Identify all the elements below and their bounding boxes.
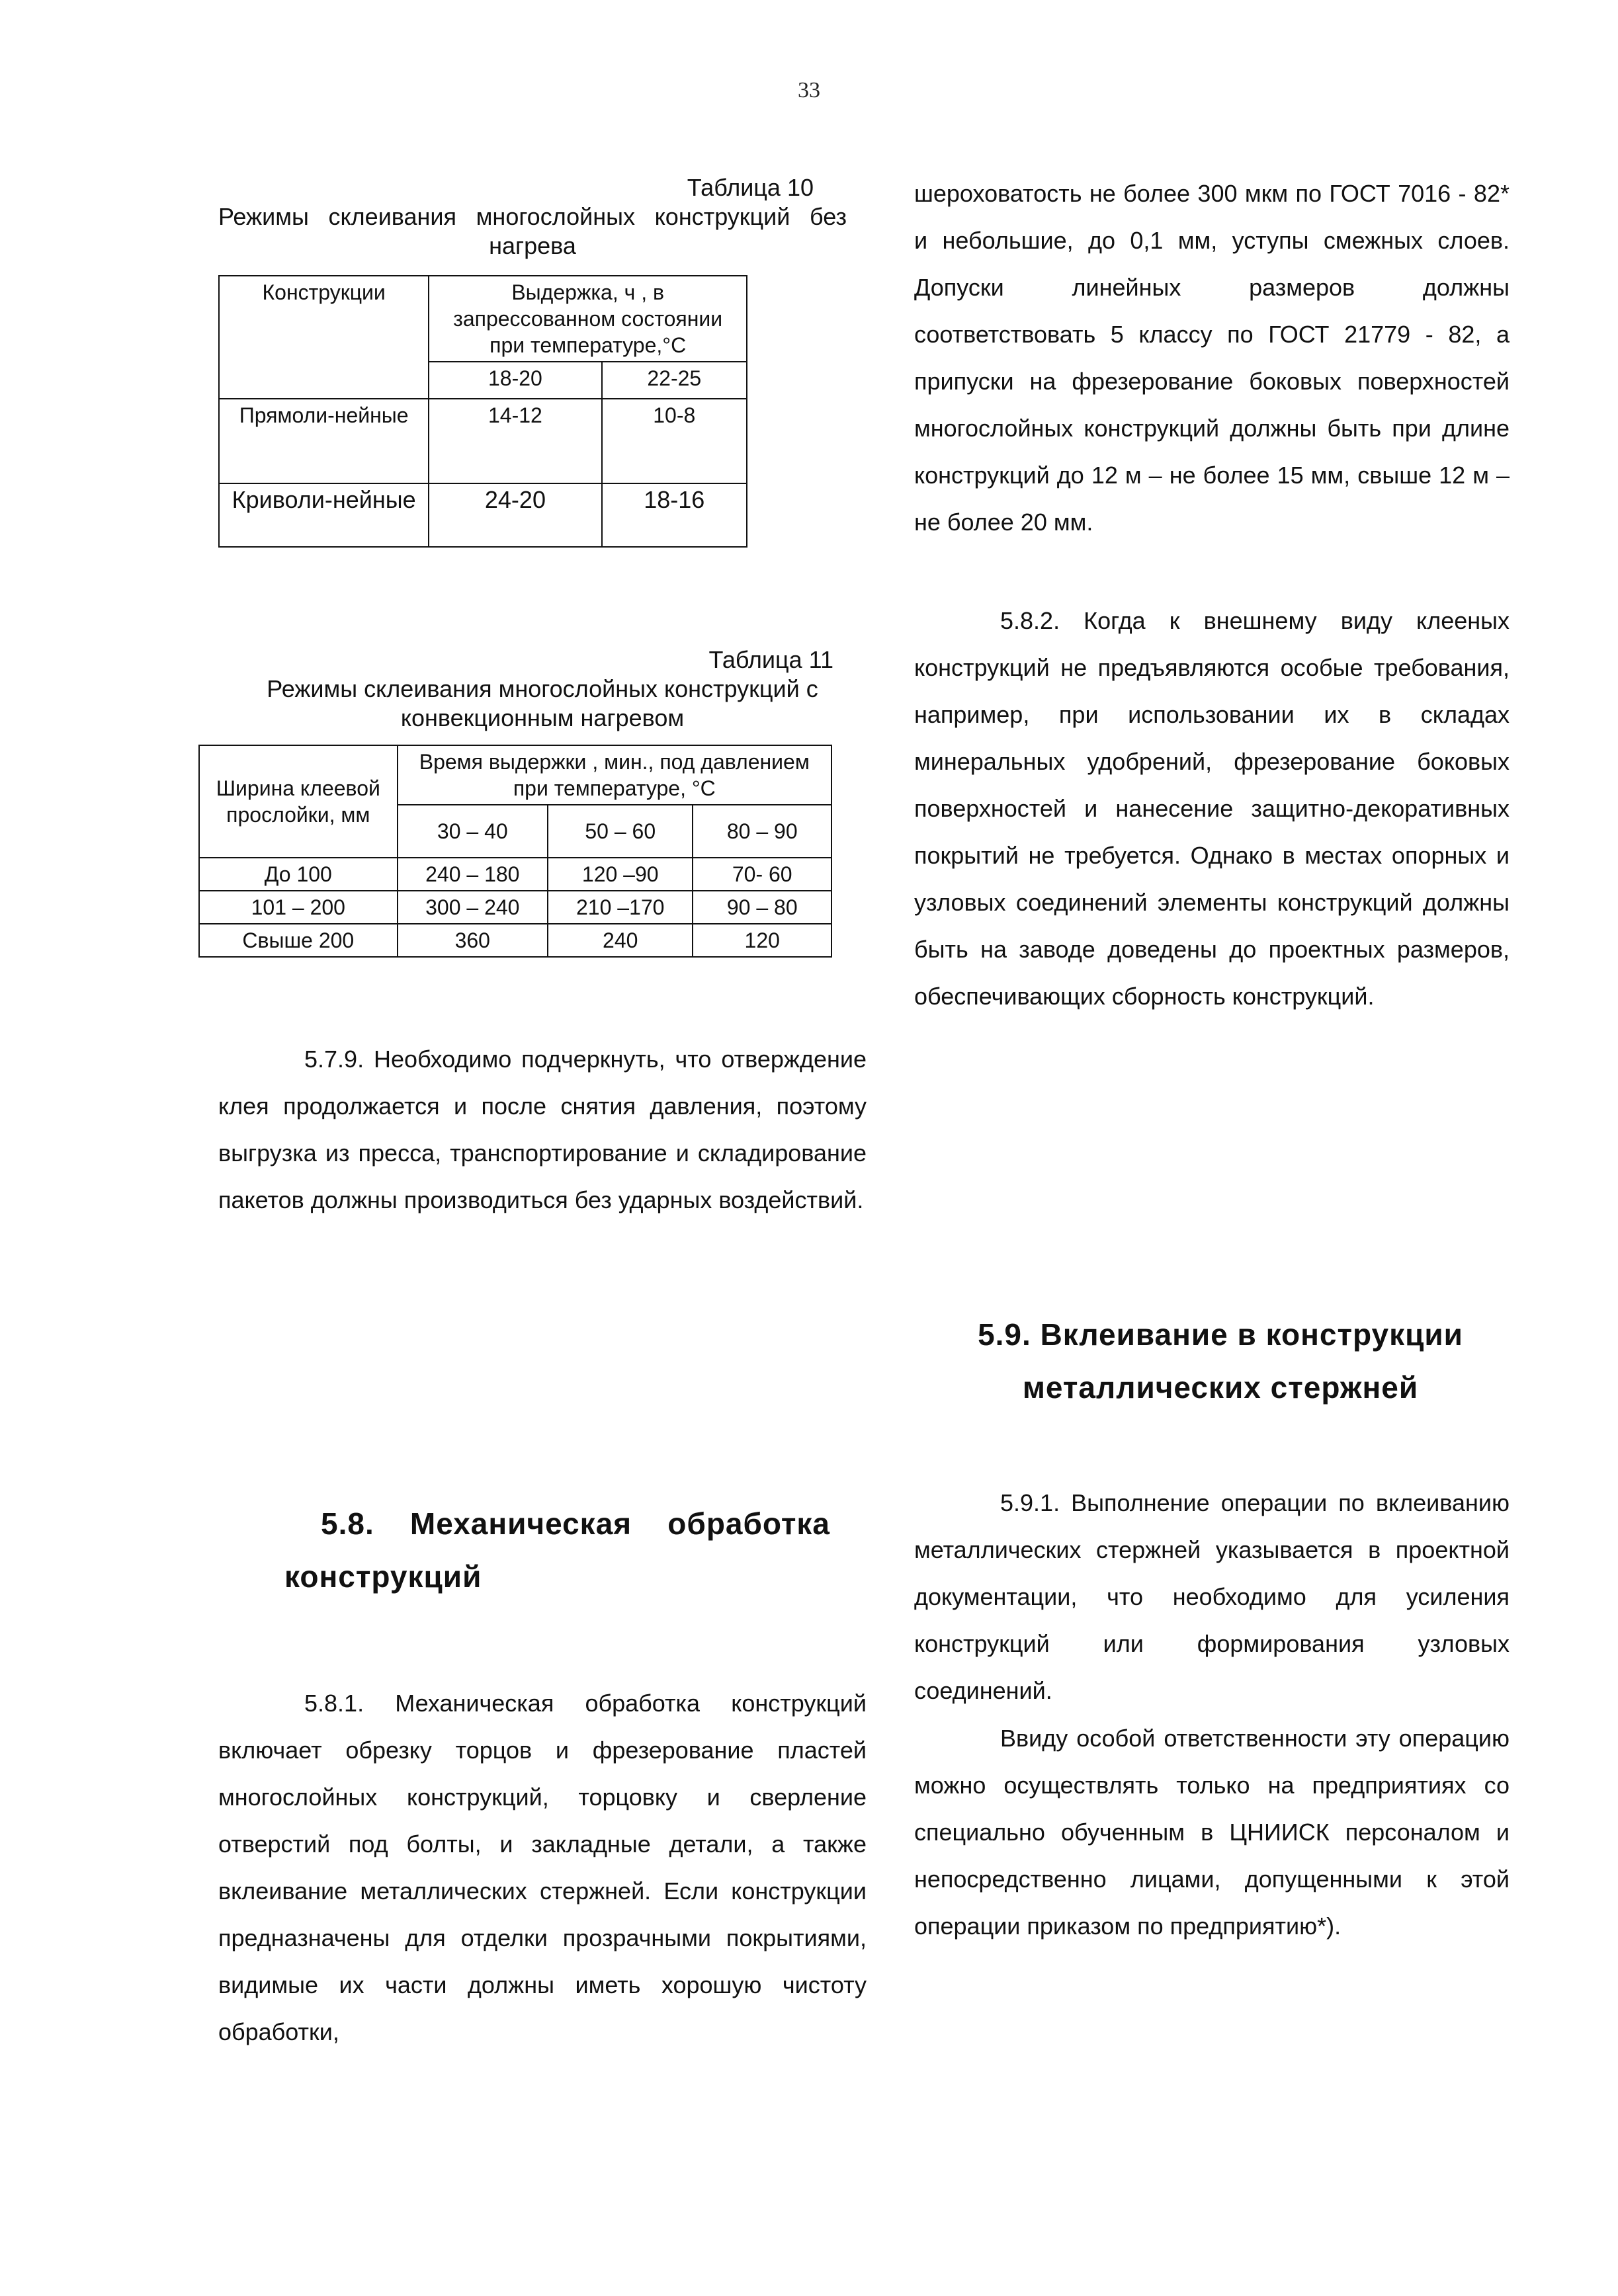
table-row [199,924,831,957]
page-number: 33 [798,78,820,102]
table11-row3-v1: 360 [398,924,548,957]
table10-row1-name: Прямоли-нейные [219,399,429,483]
table11-row1-v3: 70- 60 [693,858,831,891]
table11-row2-name: 101 – 200 [199,891,398,924]
table11-row1-v1: 240 – 180 [398,858,548,891]
table11-header-t1: 30 – 40 [398,805,548,858]
table-row [219,483,747,547]
table-row [199,858,831,891]
table10-title: Режимы склеивания многослойных конструкций без нагрева [218,203,847,259]
table11-row3-name: Свыше 200 [199,924,398,957]
paragraph-5-8-1-continued: шероховатость не более 300 мкм по ГОСТ 7016 - 82* и небольшие, до 0,1 мм, уступы смежных слоев. Допуски линейных размеров должны соответствовать 5 классу по ГОСТ 21779 - 82, а припуски на фрезерование боковых поверхностей многослойных конструкций должны быть при длине конструкций до 12 м – не более 15 мм, свыше 12 м – не более 20 мм. [914,180,1510,536]
table10-row2-name: Криволи-нейные [219,483,429,547]
table10-caption [218,173,847,261]
table10-header-t1: 18-20 [429,362,601,399]
table10-row2-v1: 24-20 [429,483,601,547]
table10-row1-v2: 10-8 [602,399,747,483]
table11-row1-name: До 100 [199,858,398,891]
table11-row1-v2: 120 –90 [548,858,693,891]
table11 [198,745,832,958]
table10-header-exposure: Выдержка, ч , в запрессованном состоянии при температуре,°С [429,276,747,362]
table11-header-time: Время выдержки , мин., под давлением при температуре, °С [398,745,831,805]
table11-caption [218,645,867,733]
paragraph-5-8-1: 5.8.1. Механическая обработка конструкций включает обрезку торцов и фрезерование пластей многослойных конструкций, торцовку и сверление отверстий под болты, и закладные детали, а также вклеивание металлических стержней. Если конструкции предназначены для отделки прозрачными покрытиями, видимые их части должны иметь хорошую чистоту обработки, [218,1690,867,2045]
table-row [219,399,747,483]
table11-number: Таблица 11 [708,646,833,673]
table11-row2-v1: 300 – 240 [398,891,548,924]
table10-row1-v1: 14-12 [429,399,601,483]
paragraph-5-9-1: 5.9.1. Выполнение операции по вклеиванию металлических стержней указывается в проектной документации, что необходимо для усиления конструкций или формирования узловых соединений. [914,1489,1510,1704]
table10-row2-v2: 18-16 [602,483,747,547]
table11-header-width: Ширина клеевой прослойки, мм [199,745,398,858]
table11-row2-v3: 90 – 80 [693,891,831,924]
paragraph-5-7-9: 5.7.9. Необходимо подчеркнуть, что отверждение клея продолжается и после снятия давления, поэтому выгрузка из пресса, транспортирование и складирование пакетов должны производиться без ударных воздействий. [218,1046,867,1213]
table10 [218,275,747,548]
table11-header-t3: 80 – 90 [693,805,831,858]
paragraph-5-8-2: 5.8.2. Когда к внешнему виду клееных конструкций не предъявляются особые требования, например, при использовании их в складах минеральных удобрений, фрезерование боковых поверхностей и нанесение защитно-декоративных покрытий не требуется. Однако в местах опорных и узловых соединений элементы конструкций должны быть на заводе доведены до проектных размеров, обеспечивающих сборность конструкций. [914,607,1510,1010]
table-row [199,891,831,924]
heading-5-9: 5.9. Вклеивание в конструкции металлических стержней [978,1317,1463,1405]
heading-5-8: 5.8. Механическая обработка конструкций [284,1506,830,1594]
table11-row2-v2: 210 –170 [548,891,693,924]
paragraph-responsibility: Ввиду особой ответственности эту операцию можно осуществлять только на предприятиях со специально обученным в ЦНИИСК персоналом и непосредственно лицами, допущенными к этой операции приказом по предприятию*). [914,1725,1510,1940]
table11-title: Режимы склеивания многослойных конструкций с конвекционным нагревом [267,675,818,731]
table11-row3-v3: 120 [693,924,831,957]
table11-row3-v2: 240 [548,924,693,957]
table10-number: Таблица 10 [687,174,814,201]
table11-header-t2: 50 – 60 [548,805,693,858]
table10-header-t2: 22-25 [602,362,747,399]
table10-header-construction: Конструкции [219,276,429,399]
